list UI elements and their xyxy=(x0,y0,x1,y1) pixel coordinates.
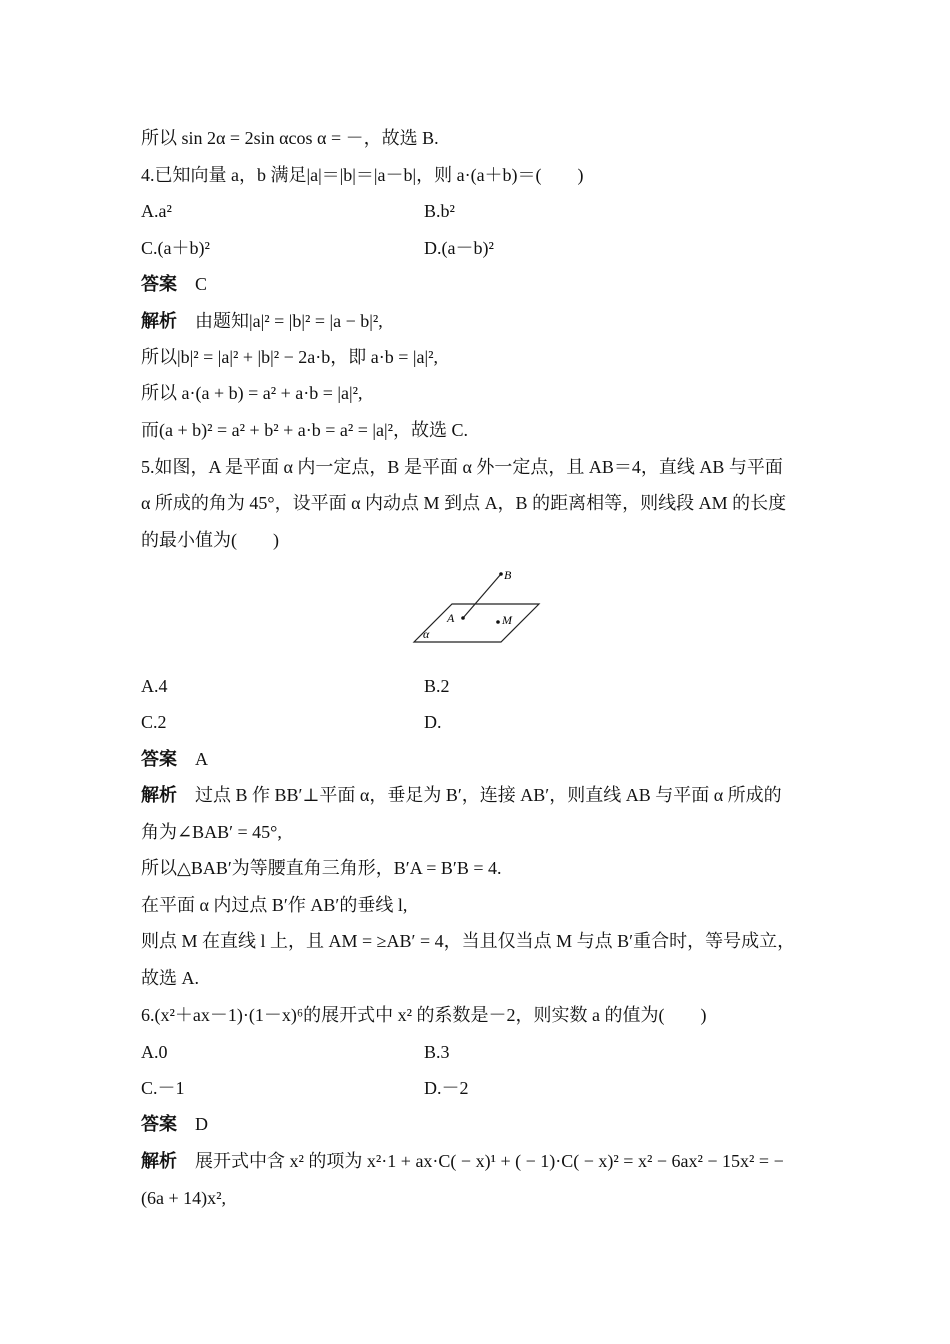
q4-answer-row xyxy=(141,272,207,296)
q6-option-b: B.3 xyxy=(424,1042,450,1062)
q5-analysis-label: 解析 xyxy=(141,785,177,805)
q6-answer-label: 答案 xyxy=(141,1114,177,1134)
q4-analysis-line-4: 而(a + b)² = a² + b² + a·b = a² = |a|²，故选 C. xyxy=(141,420,469,440)
q6-stem: 6.(x²＋ax－1)·(1－x)⁶的展开式中 x² 的系数是－2，则实数 a 的值为( ) xyxy=(141,1005,707,1025)
q6-answer-row xyxy=(141,1112,208,1136)
q5-analysis-row xyxy=(141,783,782,807)
q5-option-b: B.2 xyxy=(424,676,450,696)
q6-answer-value: D xyxy=(195,1114,208,1134)
q5-stem-line-3: 的最小值为( ) xyxy=(141,530,279,550)
q5-plane-figure xyxy=(400,560,560,650)
q4-option-a: A.a² xyxy=(141,201,172,221)
q4-analysis-label: 解析 xyxy=(141,311,177,331)
point-b xyxy=(499,572,503,576)
q4-analysis-line-3: 所以 a·(a + b) = a² + a·b = |a|², xyxy=(141,383,363,403)
q4-analysis-line-2: 所以|b|² = |a|² + |b|² − 2a·b，即 a·b = |a|², xyxy=(141,347,438,367)
q6-option-c: C.－1 xyxy=(141,1078,185,1098)
q4-answer-label: 答案 xyxy=(141,274,177,294)
q6-analysis-line-1: 展开式中含 x² 的项为 x²·1 + ax·C( − x)¹ + ( − 1)·C( − x)² = x² − 6ax² − 15x² = − xyxy=(195,1151,784,1171)
q5-answer-label: 答案 xyxy=(141,749,177,769)
q4-stem: 4.已知向量 a，b 满足|a|＝|b|＝|a－b|，则 a·(a＋b)＝( ) xyxy=(141,165,584,185)
q5-option-a: A.4 xyxy=(141,676,168,696)
q5-analysis-line-4: 在平面 α 内过点 B′作 AB′的垂线 l, xyxy=(141,895,408,915)
q5-answer-row xyxy=(141,747,208,771)
q6-analysis-row xyxy=(141,1149,784,1173)
plane-alpha-shape xyxy=(414,604,539,642)
q4-analysis-line-1: 由题知|a|² = |b|² = |a − b|², xyxy=(195,311,383,331)
q5-option-d: D. xyxy=(424,712,442,732)
q5-analysis-line-6: 故选 A. xyxy=(141,968,199,988)
label-b: B xyxy=(504,568,512,582)
q4-option-d: D.(a－b)² xyxy=(424,238,494,258)
label-a: A xyxy=(447,611,455,625)
label-m: M xyxy=(502,613,512,627)
q5-analysis-line-1: 过点 B 作 BB′⊥平面 α，垂足为 B′，连接 AB′，则直线 AB 与平面 α 所成的 xyxy=(195,785,782,805)
q4-option-b: B.b² xyxy=(424,201,455,221)
q5-analysis-line-2: 角为∠BAB′ = 45°, xyxy=(141,822,282,842)
q5-stem-line-2: α 所成的角为 45°，设平面 α 内动点 M 到点 A，B 的距离相等，则线段 AM 的长度 xyxy=(141,493,787,513)
q4-option-c: C.(a＋b)² xyxy=(141,238,210,258)
q6-analysis-label: 解析 xyxy=(141,1151,177,1171)
label-alpha: α xyxy=(423,627,430,641)
segment-ab xyxy=(463,574,501,618)
prev-conclusion-line: 所以 sin 2α = 2sin αcos α = －，故选 B. xyxy=(141,128,439,148)
q5-analysis-line-3: 所以△BAB′为等腰直角三角形，B′A = B′B = 4. xyxy=(141,858,502,878)
point-a xyxy=(461,616,465,620)
q5-stem-line-1: 5.如图，A 是平面 α 内一定点，B 是平面 α 外一定点，且 AB＝4，直线 AB 与平面 xyxy=(141,457,783,477)
q5-analysis-line-5: 则点 M 在直线 l 上，且 AM = ≥AB′ = 4，当且仅当点 M 与点 B′重合时，等号成立， xyxy=(141,931,796,951)
point-m xyxy=(496,620,500,624)
q6-option-d: D.－2 xyxy=(424,1078,469,1098)
q5-answer-value: A xyxy=(195,749,208,769)
q6-analysis-line-2: (6a + 14)x², xyxy=(141,1188,227,1208)
q5-option-c: C.2 xyxy=(141,712,167,732)
q6-option-a: A.0 xyxy=(141,1042,168,1062)
q4-answer-value: C xyxy=(195,274,208,294)
q4-analysis-row xyxy=(141,309,383,333)
